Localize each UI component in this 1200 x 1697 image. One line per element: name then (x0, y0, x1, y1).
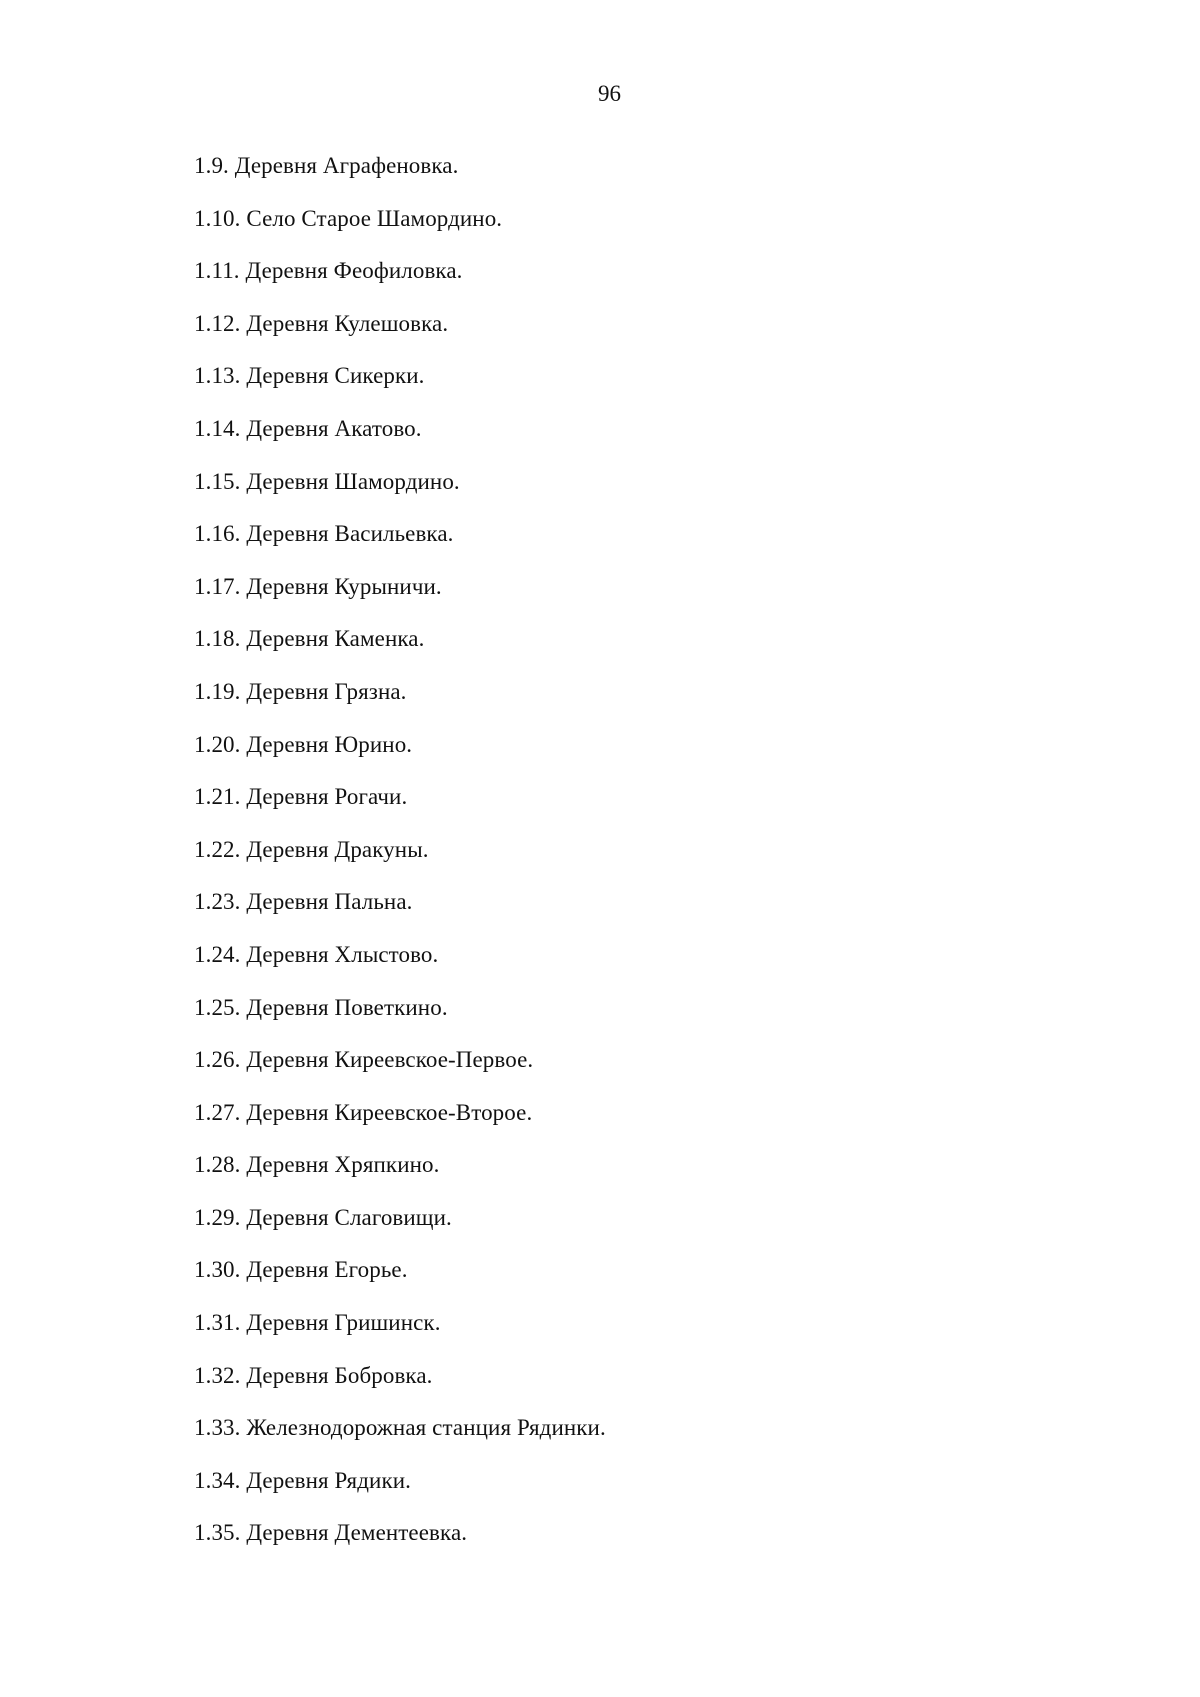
list-item: 1.15. Деревня Шамордино. (194, 468, 460, 494)
list-item: 1.34. Деревня Рядики. (194, 1467, 411, 1493)
list-item: 1.17. Деревня Курыничи. (194, 573, 442, 599)
list-item: 1.29. Деревня Слаговищи. (194, 1204, 452, 1230)
list-item: 1.25. Деревня Поветкино. (194, 994, 448, 1020)
list-item: 1.10. Село Старое Шамордино. (194, 205, 503, 231)
list-item: 1.20. Деревня Юрино. (194, 731, 413, 757)
list-item: 1.9. Деревня Аграфеновка. (194, 153, 459, 178)
list-item: 1.32. Деревня Бобровка. (194, 1362, 433, 1388)
list-item: 1.35. Деревня Дементеевка. (194, 1520, 468, 1546)
list-item: 1.19. Деревня Грязна. (194, 678, 407, 704)
list-item: 1.26. Деревня Киреевское-Первое. (194, 1047, 534, 1073)
list-item: 1.14. Деревня Акатово. (194, 415, 422, 441)
list-item: 1.23. Деревня Пальна. (194, 889, 413, 915)
list-item: 1.30. Деревня Егорье. (194, 1257, 408, 1283)
page-number: 96 (598, 81, 621, 106)
list-item: 1.28. Деревня Хряпкино. (194, 1152, 440, 1178)
settlement-list (194, 151, 606, 1571)
list-item: 1.24. Деревня Хлыстово. (194, 941, 439, 967)
list-item: 1.21. Деревня Рогачи. (194, 784, 408, 810)
list-item: 1.13. Деревня Сикерки. (194, 363, 425, 389)
list-item: 1.16. Деревня Васильевка. (194, 521, 454, 547)
list-item: 1.18. Деревня Каменка. (194, 626, 425, 652)
list-item: 1.12. Деревня Кулешовка. (194, 310, 449, 336)
list-item: 1.33. Железнодорожная станция Рядинки. (194, 1415, 606, 1441)
list-item: 1.11. Деревня Феофиловка. (194, 258, 463, 284)
list-item: 1.31. Деревня Гришинск. (194, 1310, 441, 1336)
list-item: 1.27. Деревня Киреевское-Второе. (194, 1099, 533, 1125)
list-item: 1.22. Деревня Дракуны. (194, 836, 429, 862)
